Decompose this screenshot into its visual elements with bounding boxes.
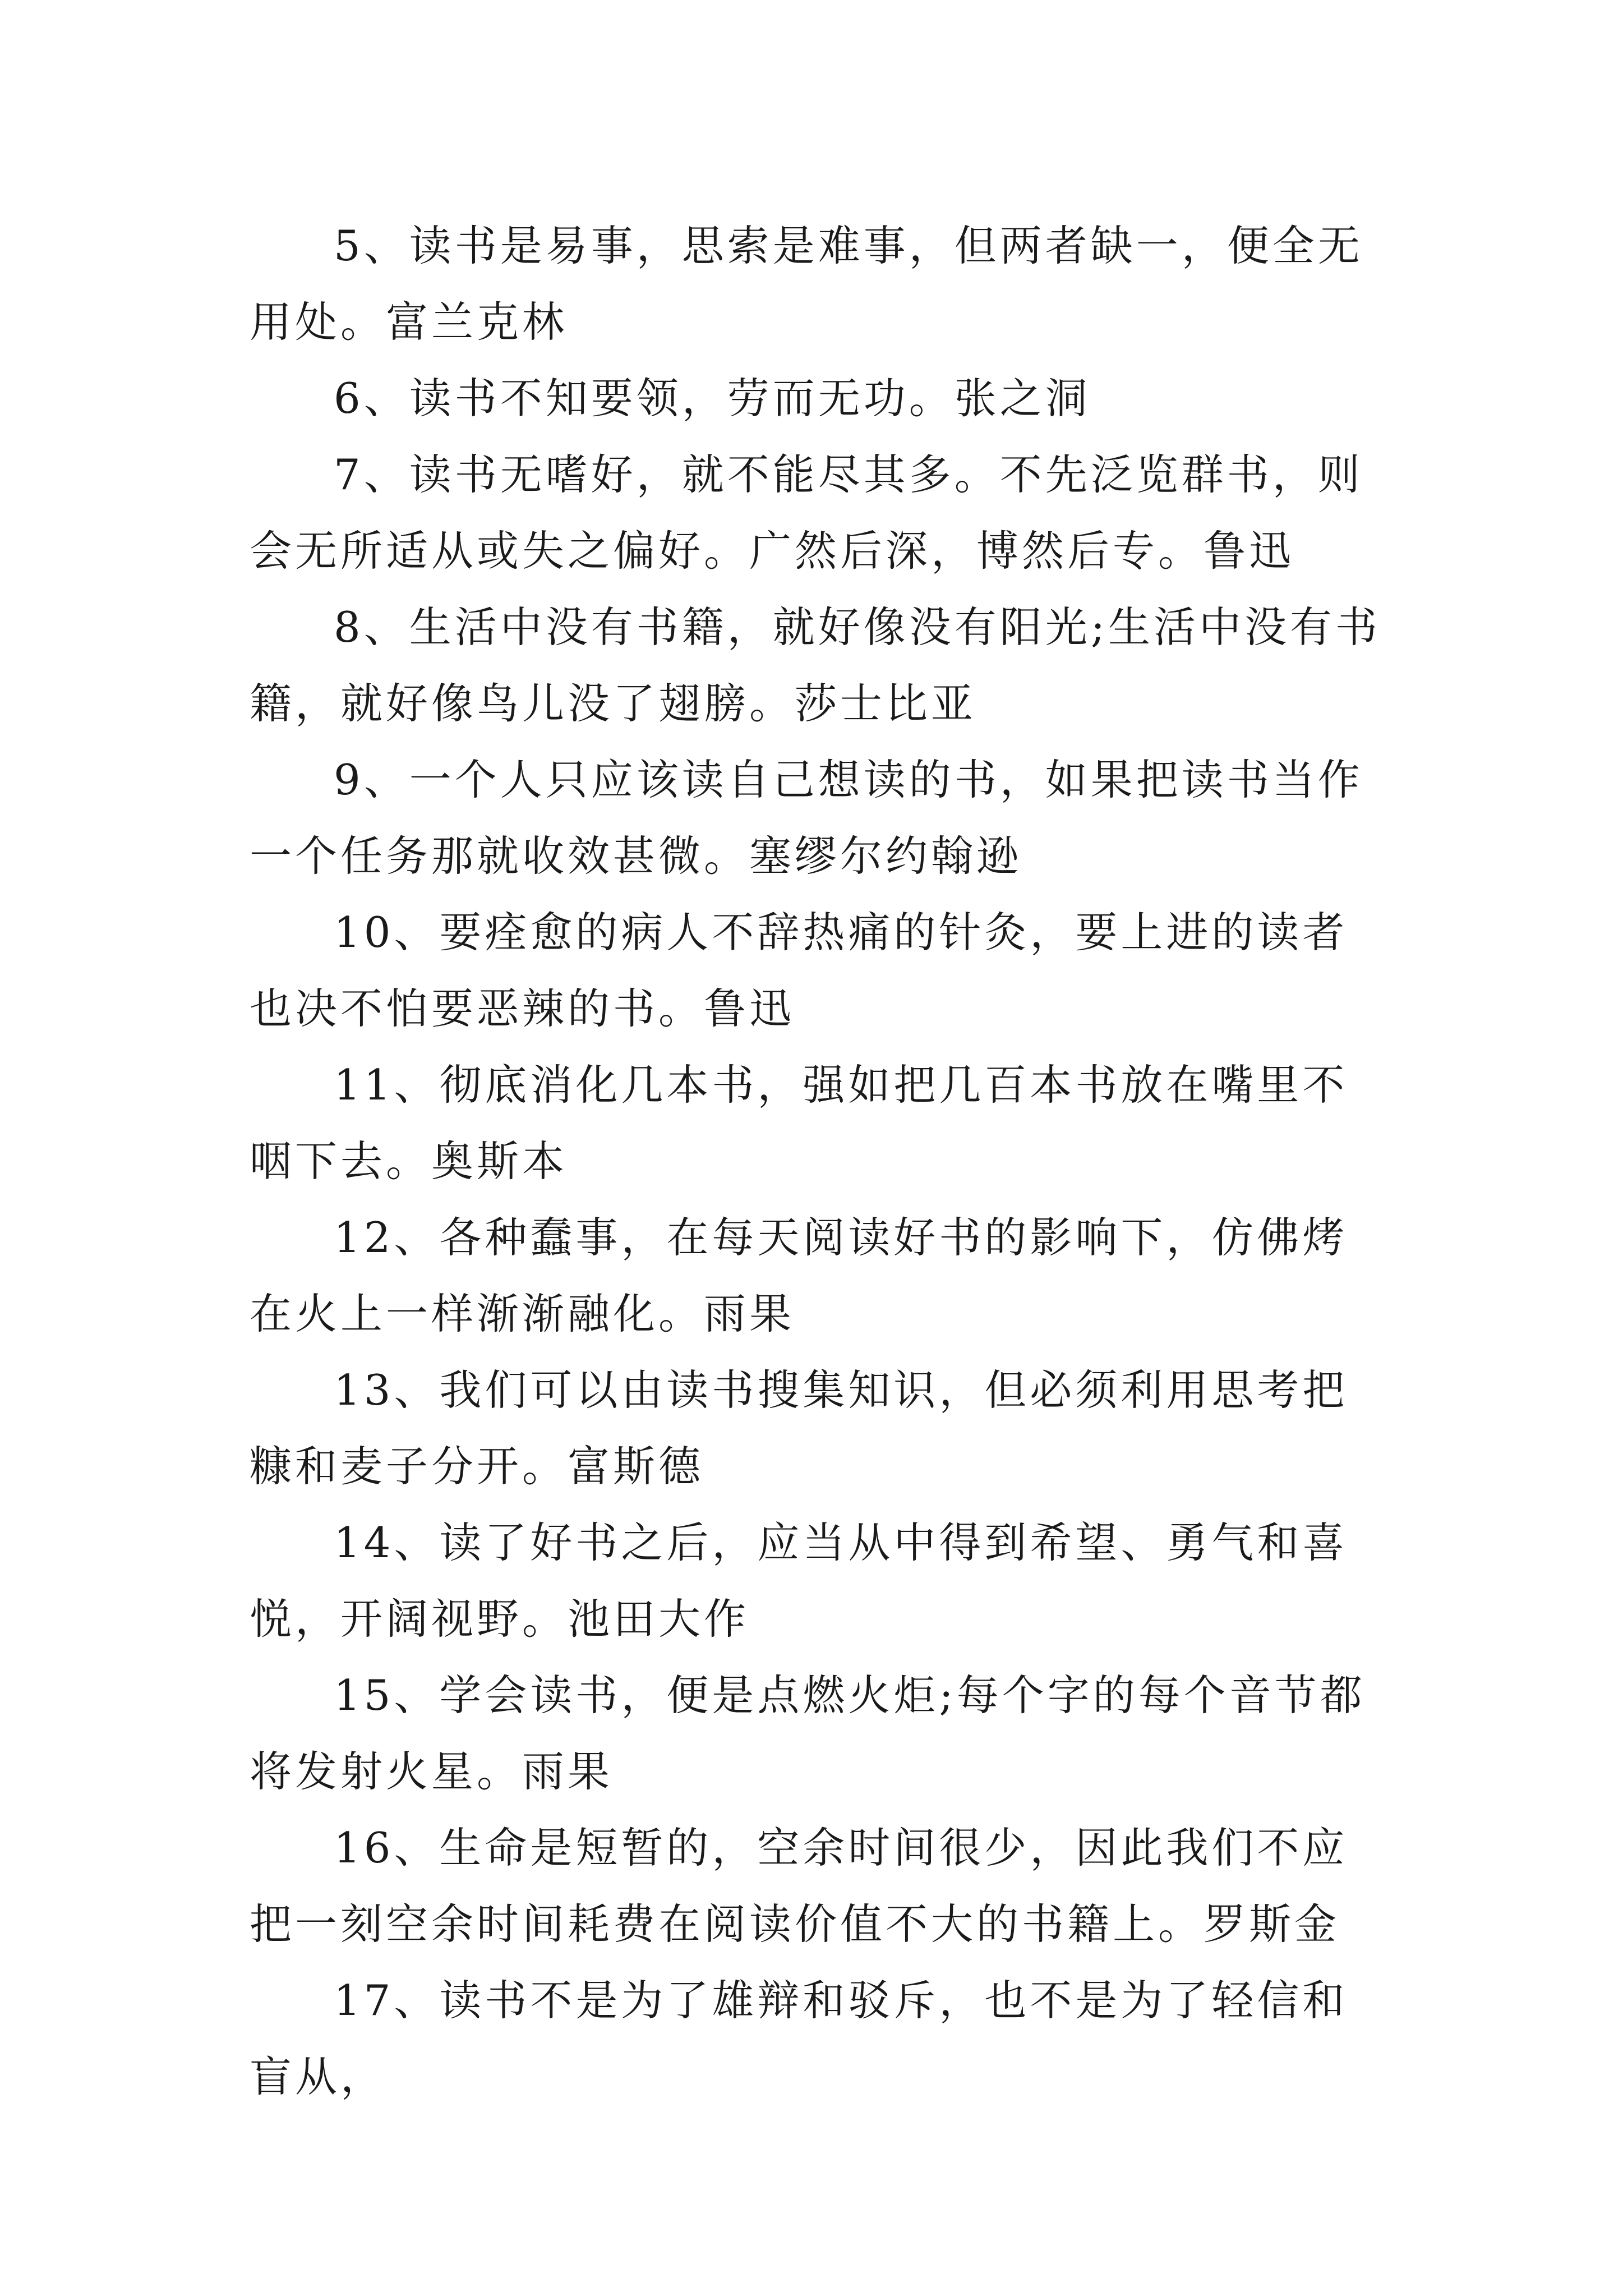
quote-paragraph: 10、要痊愈的病人不辞热痛的针灸，要上进的读者也决不怕要恶辣的书。鲁迅 xyxy=(250,908,1348,1033)
quote-paragraph: 5、读书是易事，思索是难事，但两者缺一，便全无用处。富兰克林 xyxy=(250,221,1363,347)
quote-paragraph: 14、读了好书之后，应当从中得到希望、勇气和喜悦，开阔视野。池田大作 xyxy=(250,1518,1348,1644)
quote-paragraph: 12、各种蠢事，在每天阅读好书的影响下，仿佛烤在火上一样渐渐融化。雨果 xyxy=(250,1213,1348,1338)
quote-paragraph: 17、读书不是为了雄辩和驳斥，也不是为了轻信和盲从， xyxy=(250,1976,1348,2101)
quote-paragraph: 11、彻底消化几本书，强如把几百本书放在嘴里不咽下去。奥斯本 xyxy=(250,1060,1348,1186)
quote-paragraph: 6、读书不知要领，劳而无功。张之洞 xyxy=(334,374,1091,423)
quote-paragraph: 15、学会读书，便是点燃火炬;每个字的每个音节都将发射火星。雨果 xyxy=(250,1671,1366,1796)
quote-paragraph: 13、我们可以由读书搜集知识，但必须利用思考把糠和麦子分开。富斯德 xyxy=(250,1365,1348,1491)
document-body xyxy=(250,208,1382,2115)
quote-paragraph: 8、生活中没有书籍，就好像没有阳光;生活中没有书籍，就好像鸟儿没了翅膀。莎士比亚 xyxy=(250,602,1381,728)
quote-paragraph: 7、读书无嗜好，就不能尽其多。不先泛览群书，则会无所适从或失之偏好。广然后深，博然后专。鲁迅 xyxy=(250,450,1363,576)
quote-paragraph: 16、生命是短暂的，空余时间很少，因此我们不应把一刻空余时间耗费在阅读价值不大的书籍上。罗斯金 xyxy=(250,1823,1348,1949)
quote-paragraph: 9、一个人只应该读自己想读的书，如果把读书当作一个任务那就收效甚微。塞缪尔约翰逊 xyxy=(250,755,1363,881)
